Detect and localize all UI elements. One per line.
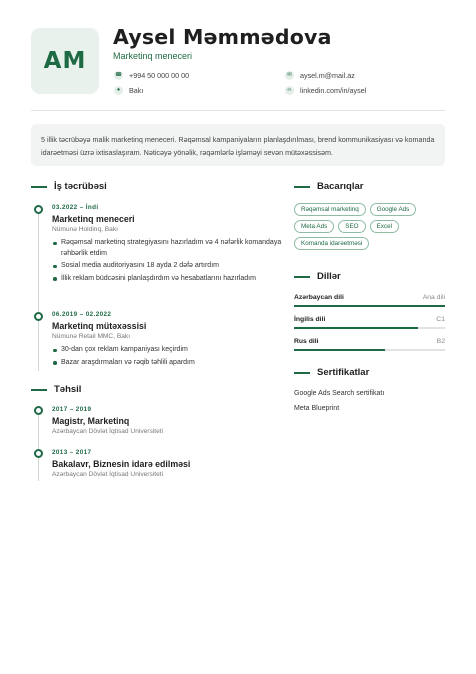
- education-entry: [52, 406, 282, 435]
- job-bullet: 30-dan çox reklam kampaniyası keçirdim: [52, 345, 282, 356]
- education-timeline-line: [38, 411, 39, 481]
- language-name: Rus dili: [294, 338, 319, 345]
- language-item: [294, 316, 445, 329]
- language-name: İngilis dili: [294, 316, 326, 323]
- section-bar: [294, 276, 310, 278]
- job-entry: [52, 204, 282, 286]
- certificate-item: Meta Blueprint: [294, 405, 340, 412]
- email-text[interactable]: aysel.m@mail.az: [300, 71, 355, 80]
- city-text: Bakı: [129, 86, 144, 95]
- education-degree: Magistr, Marketinq: [52, 416, 130, 426]
- job-title: Marketinq mütəxəssisi: [52, 321, 147, 331]
- education-entry: [52, 449, 282, 478]
- contact-city: [114, 86, 143, 95]
- job-date: 06.2019 – 02.2022: [52, 311, 112, 318]
- section-skills-heading: [294, 181, 363, 192]
- person-role: Marketinq meneceri: [113, 51, 193, 61]
- contact-linkedin[interactable]: [285, 86, 366, 95]
- skill-chip: Komanda idarəetməsi: [294, 237, 369, 250]
- language-bar-fill: [294, 327, 418, 329]
- job-bullet: Sosial media auditoriyasını 18 ayda 2 dəfə artırdım: [52, 261, 282, 272]
- skill-chip: Google Ads: [370, 203, 417, 216]
- job-entry: [52, 311, 282, 370]
- job-bullet: Bazar araşdırmaları və rəqib təhlili apardım: [52, 358, 282, 369]
- section-title: Sertifikatlar: [317, 367, 370, 378]
- phone-text: +994 50 000 00 00: [129, 71, 190, 80]
- education-date: 2013 – 2017: [52, 449, 92, 456]
- phone-icon: ☎: [114, 71, 123, 80]
- job-org: Nümunə Holdinq, Bakı: [52, 226, 118, 233]
- location-pin-icon: ●: [114, 86, 123, 95]
- timeline-dot: [34, 406, 43, 415]
- section-bar: [294, 372, 310, 374]
- header-divider: [31, 110, 445, 111]
- language-level: B2: [436, 338, 445, 345]
- language-bar-fill: [294, 349, 385, 351]
- timeline-dot: [34, 312, 43, 321]
- section-bar: [31, 186, 47, 188]
- skill-chip: SEO: [338, 220, 365, 233]
- language-name: Azərbaycan dili: [294, 294, 344, 301]
- section-languages-heading: [294, 271, 341, 282]
- skill-chip: Meta Ads: [294, 220, 334, 233]
- summary-box: 5 illik təcrübəyə malik marketinq meneceri. Rəqəmsal kampaniyaların planlaşdırılması, brend kommunikasiyası və komanda idarəetməsi üzrə ixtisaslaşıram. Nəticəyə yönəlik, rəqəmlərlə işləməyi sevən mütəxəssisəm.: [31, 124, 445, 166]
- linkedin-text[interactable]: linkedin.com/in/aysel: [300, 86, 367, 95]
- job-bullets: [52, 238, 282, 284]
- section-bar: [294, 186, 310, 188]
- education-school: Azərbaycan Dövlət İqtisad Universiteti: [52, 471, 164, 478]
- skill-chip: Excel: [370, 220, 399, 233]
- language-item: [294, 294, 445, 307]
- language-level: C1: [436, 316, 445, 323]
- timeline-dot: [34, 449, 43, 458]
- avatar-initials: AM: [43, 48, 87, 74]
- certificate-item: Google Ads Search sertifikatı: [294, 390, 385, 397]
- timeline-dot: [34, 205, 43, 214]
- section-title: Dillər: [317, 271, 341, 282]
- section-experience-heading: [31, 181, 107, 192]
- experience-timeline-line: [38, 209, 39, 371]
- job-title: Marketinq meneceri: [52, 214, 135, 224]
- link-icon: ∞: [285, 86, 294, 95]
- language-bar-track: [294, 305, 445, 307]
- language-bar-track: [294, 327, 445, 329]
- job-date: 03.2022 – İndi: [52, 204, 99, 211]
- job-bullet: Rəqəmsal marketinq strategiyasını hazırladım və 4 nəfərlik komandaya rəhbərlik etdim: [52, 238, 282, 259]
- skills-list: [294, 203, 446, 254]
- section-certificates-heading: [294, 367, 369, 378]
- language-level: Ana dili: [422, 294, 445, 301]
- education-degree: Bakalavr, Biznesin idarə edilməsi: [52, 459, 191, 469]
- avatar: [31, 28, 99, 94]
- job-bullets: [52, 345, 282, 368]
- education-school: Azərbaycan Dövlət İqtisad Universiteti: [52, 428, 164, 435]
- section-title: Təhsil: [54, 384, 82, 395]
- mail-icon: ✉: [285, 71, 294, 80]
- contact-email[interactable]: [285, 71, 355, 80]
- section-bar: [31, 389, 47, 391]
- contact-phone: [114, 71, 189, 80]
- job-org: Nümunə Retail MMC, Bakı: [52, 333, 131, 340]
- job-bullet: İllik reklam büdcəsini planlaşdırdım və hesabatlarını hazırladım: [52, 274, 282, 285]
- section-title: Bacarıqlar: [317, 181, 364, 192]
- section-title: İş təcrübəsi: [54, 181, 107, 192]
- language-bar-fill: [294, 305, 445, 307]
- language-item: [294, 338, 445, 351]
- skill-chip: Rəqəmsal marketinq: [294, 203, 366, 216]
- language-bar-track: [294, 349, 445, 351]
- education-date: 2017 – 2019: [52, 406, 92, 413]
- section-education-heading: [31, 384, 81, 395]
- person-name: Aysel Məmmədova: [113, 25, 332, 49]
